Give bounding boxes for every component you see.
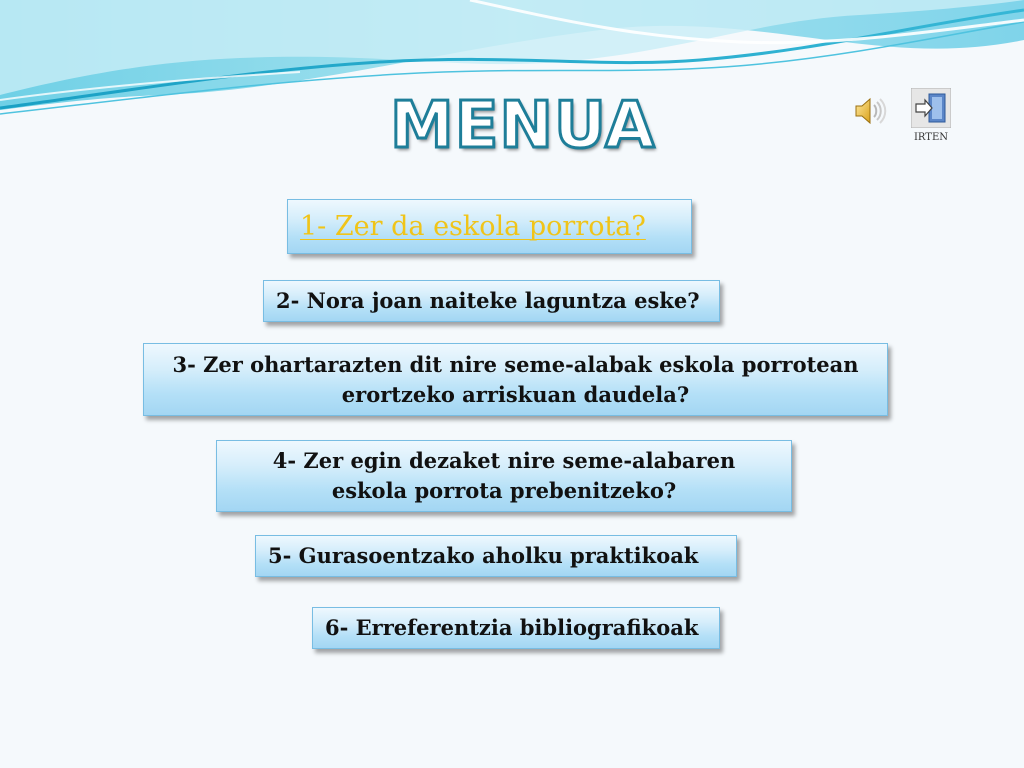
exit-label: IRTEN [913,132,949,143]
menu-item-label: 1- Zer da eskola porrota? [300,210,646,242]
exit-door-icon [911,88,951,128]
page-title: MENUA [390,89,656,163]
menu-item-label: 6- Erreferentzia bibliografikoak [325,615,699,640]
menu-item-label: 2- Nora joan naiteke laguntza eske? [276,288,700,313]
menu-item-label: 4- Zer egin dezaket nire seme-alabaren eskola porrota prebenitzeko? [272,448,736,503]
menu-item-label: 3- Zer ohartarazten dit nire seme-alabak eskola porrotean erortzeko arriskuan daudela? [172,351,859,407]
menu-item-2-button[interactable] [263,280,720,322]
menu-item-label: 5- Gurasoentzako aholku praktikoak [268,543,699,568]
menu-item-3-button[interactable] [143,343,888,416]
menu-item-4-button[interactable] [216,440,792,512]
exit-button[interactable] [906,88,956,148]
menu-item-5-button[interactable] [255,535,737,577]
speaker-sound-icon[interactable] [852,93,888,129]
menu-item-1-link[interactable] [287,199,692,254]
menu-item-6-button[interactable] [312,607,720,649]
